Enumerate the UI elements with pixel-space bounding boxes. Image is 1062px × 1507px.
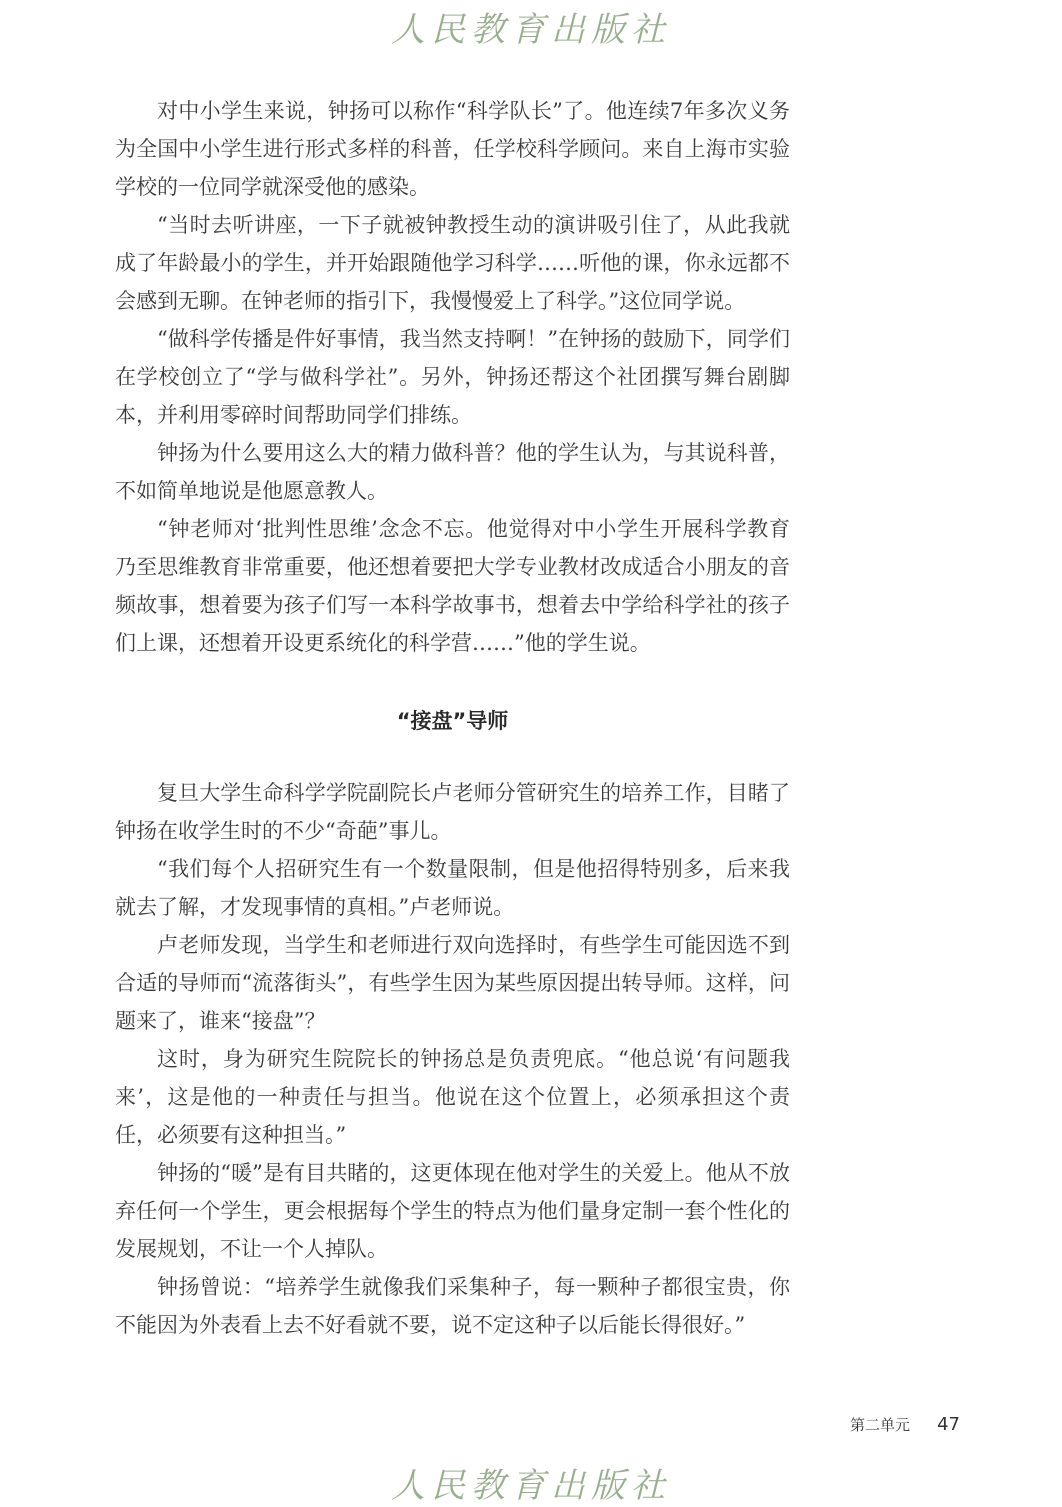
paragraph: 钟扬的“暖”是有目共睹的，这更体现在他对学生的关爱上。他从不放弃任何一个学生，更会根据每个学生的特点为他们量身定制一套个性化的发展规划，不让一个人掉队。 bbox=[115, 1161, 790, 1261]
paragraph: “当时去听讲座，一下子就被钟教授生动的演讲吸引住了，从此我就成了年龄最小的学生，并开始跟随他学习科学……听他的课，你永远都不会感到无聊。在钟老师的指引下，我慢慢爱上了科学。”这位同学说。 bbox=[115, 213, 790, 313]
page-footer bbox=[850, 1414, 960, 1435]
section-spacer bbox=[115, 662, 790, 702]
paragraph: 钟扬曾说：“培养学生就像我们采集种子，每一颗种子都很宝贵，你不能因为外表看上去不好看就不要，说不定这种子以后能长得很好。” bbox=[115, 1275, 790, 1337]
article-body bbox=[115, 92, 790, 1344]
paragraph: “我们每个人招研究生有一个数量限制，但是他招得特别多，后来我就去了解，才发现事情的真相。”卢老师说。 bbox=[115, 857, 790, 919]
page-number: 47 bbox=[937, 1414, 960, 1435]
section-title: “接盘”导师 bbox=[396, 709, 509, 733]
unit-label: 第二单元 bbox=[849, 1416, 910, 1434]
paragraph: 这时，身为研究生院院长的钟扬总是负责兜底。“他总说‘有问题我来’，这是他的一种责任与担当。他说在这个位置上，必须承担这个责任，必须要有这种担当。” bbox=[115, 1047, 790, 1147]
paragraph: 卢老师发现，当学生和老师进行双向选择时，有些学生可能因选不到合适的导师而“流落街头”，有些学生因为某些原因提出转导师。这样，问题来了，谁来“接盘”？ bbox=[115, 933, 790, 1033]
section-spacer bbox=[115, 740, 790, 774]
publisher-watermark-top: 人民教育出版社 bbox=[391, 10, 671, 50]
paragraph: 钟扬为什么要用这么大的精力做科普？他的学生认为，与其说科普，不如简单地说是他愿意教人。 bbox=[115, 441, 790, 503]
paragraph: “钟老师对‘批判性思维’念念不忘。他觉得对中小学生开展科学教育乃至思维教育非常重要，他还想着要把大学专业教材改成适合小朋友的音频故事，想着要为孩子们写一本科学故事书，想着去中学给科学社的孩子们上课，还想着开设更系统化的科学营……”他的学生说。 bbox=[115, 517, 790, 655]
paragraph: 对中小学生来说，钟扬可以称作“科学队长”了。他连续7年多次义务为全国中小学生进行形式多样的科普，任学校科学顾问。来自上海市实验学校的一位同学就深受他的感染。 bbox=[115, 99, 790, 199]
paragraph: 复旦大学生命科学学院副院长卢老师分管研究生的培养工作，目睹了钟扬在收学生时的不少“奇葩”事儿。 bbox=[115, 781, 790, 843]
paragraph: “做科学传播是件好事情，我当然支持啊！”在钟扬的鼓励下，同学们在学校创立了“学与做科学社”。另外，钟扬还帮这个社团撰写舞台剧脚本，并利用零碎时间帮助同学们排练。 bbox=[115, 327, 790, 427]
publisher-watermark-bottom: 人民教育出版社 bbox=[391, 1466, 671, 1506]
